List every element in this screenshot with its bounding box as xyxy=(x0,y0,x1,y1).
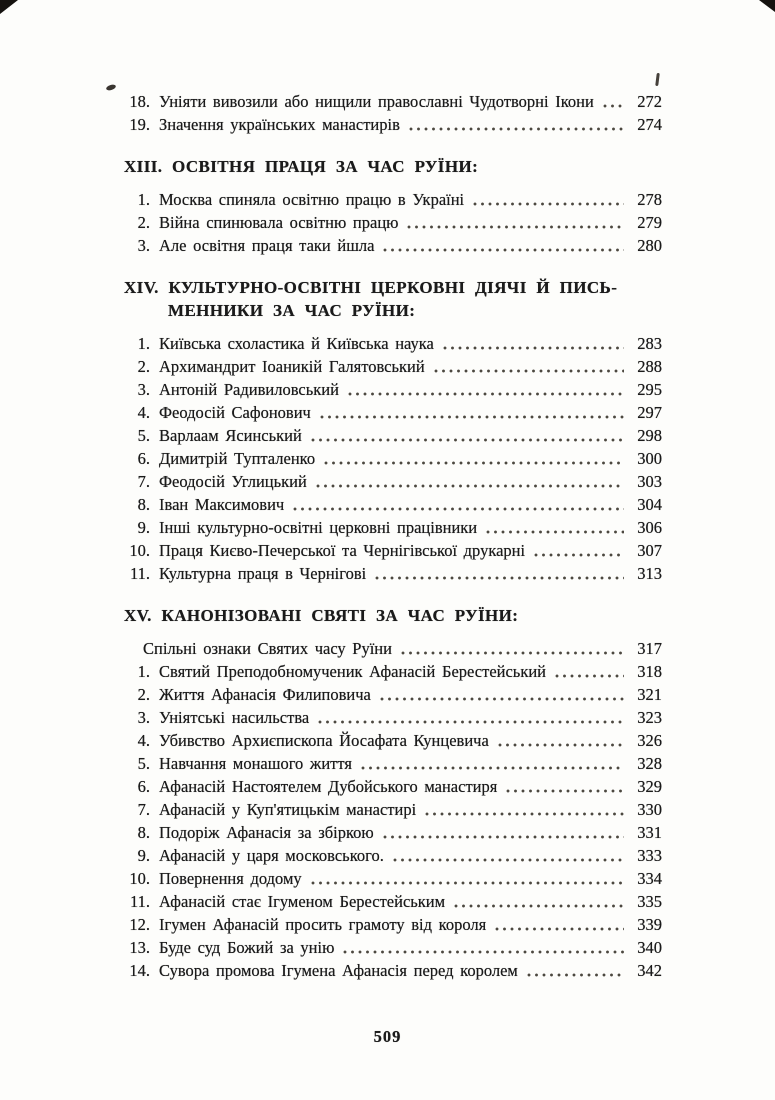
section-heading-line: МЕННИКИ ЗА ЧАС РУЇНИ: xyxy=(168,301,416,320)
scan-artifact-speck-right xyxy=(655,73,660,86)
item-title: Буде суд Божий за унію xyxy=(159,938,335,957)
dot-leader xyxy=(425,811,624,817)
item-page-number: 297 xyxy=(637,403,662,422)
footer-page-number: 509 xyxy=(373,1027,402,1046)
item-page-number: 329 xyxy=(637,777,662,796)
dot-leader xyxy=(320,414,624,420)
item-page-number: 300 xyxy=(637,449,662,468)
toc-item xyxy=(116,959,662,982)
item-title: Варлаам Ясинський xyxy=(159,426,302,445)
item-page-number: 318 xyxy=(637,662,662,681)
dot-leader xyxy=(311,437,624,443)
dot-leader xyxy=(454,903,624,909)
item-page-number: 288 xyxy=(637,357,662,376)
item-number: 18. xyxy=(129,92,150,111)
item-page-number: 331 xyxy=(637,823,662,842)
item-number: 13. xyxy=(129,938,150,957)
item-title: Культурна праця в Чернігові xyxy=(159,564,367,583)
section-heading xyxy=(124,604,662,627)
toc-item xyxy=(116,936,662,959)
toc-item xyxy=(116,683,662,706)
item-page-number: 328 xyxy=(637,754,662,773)
item-page-number: 278 xyxy=(637,190,662,209)
item-title: Афанасій у царя московського. xyxy=(159,846,384,865)
toc-item xyxy=(116,470,662,493)
item-page-number: 334 xyxy=(637,869,662,888)
item-number: 19. xyxy=(129,115,150,134)
item-number: 10. xyxy=(129,869,150,888)
item-title: Праця Києво-Печерської та Чернігівської друкарні xyxy=(159,541,526,560)
dot-leader xyxy=(383,247,624,253)
scan-artifact-corner-right xyxy=(759,0,775,12)
item-page-number: 323 xyxy=(637,708,662,727)
item-number: 6. xyxy=(137,777,150,796)
item-number: 14. xyxy=(129,961,150,980)
toc-item xyxy=(116,890,662,913)
item-title: Іван Максимович xyxy=(159,495,285,514)
dot-leader xyxy=(375,575,624,581)
dot-leader xyxy=(486,529,624,535)
item-title: Феодосій Сафонович xyxy=(159,403,311,422)
toc-item xyxy=(116,424,662,447)
item-number: 12. xyxy=(129,915,150,934)
toc-section xyxy=(116,90,662,136)
item-number: 2. xyxy=(137,213,150,232)
item-number: 3. xyxy=(137,380,150,399)
dot-leader xyxy=(383,834,624,840)
toc-item xyxy=(116,867,662,890)
dot-leader xyxy=(316,483,624,489)
toc-item xyxy=(116,355,662,378)
section-heading xyxy=(124,276,662,322)
item-number: 2. xyxy=(137,357,150,376)
section-heading-line: XIII. ОСВІТНЯ ПРАЦЯ ЗА ЧАС РУЇНИ: xyxy=(124,157,479,176)
toc-item xyxy=(116,844,662,867)
item-title: Афанасій у Куп'ятицькім манастирі xyxy=(159,800,417,819)
toc-item xyxy=(116,637,662,660)
dot-leader xyxy=(401,650,624,656)
toc-item xyxy=(116,821,662,844)
item-title: Життя Афанасія Филиповича xyxy=(159,685,371,704)
item-title: Архимандрит Іоаникій Галятовський xyxy=(159,357,425,376)
item-title: Уніятські насильства xyxy=(159,708,310,727)
toc-item xyxy=(116,188,662,211)
item-number: 1. xyxy=(137,334,150,353)
item-title: Значення українських манастирів xyxy=(159,115,400,134)
dot-leader xyxy=(409,126,624,132)
item-page-number: 307 xyxy=(637,541,662,560)
item-title: Уніяти вивозили або нищили православні Чудотворні Ікони xyxy=(159,92,594,111)
dot-leader xyxy=(498,742,624,748)
item-page-number: 295 xyxy=(637,380,662,399)
item-page-number: 321 xyxy=(637,685,662,704)
toc-item xyxy=(116,913,662,936)
item-page-number: 335 xyxy=(637,892,662,911)
toc-item xyxy=(116,752,662,775)
item-title: Димитрій Тупталенко xyxy=(159,449,316,468)
item-number: 6. xyxy=(137,449,150,468)
item-number: 4. xyxy=(137,731,150,750)
item-title: Навчання монашого життя xyxy=(159,754,352,773)
dot-leader xyxy=(393,857,624,863)
toc-item xyxy=(116,234,662,257)
item-page-number: 283 xyxy=(637,334,662,353)
item-page-number: 298 xyxy=(637,426,662,445)
item-page-number: 279 xyxy=(637,213,662,232)
item-title: Афанасій стає Ігуменом Берестейським xyxy=(159,892,446,911)
dot-leader xyxy=(407,224,624,230)
dot-leader xyxy=(361,765,624,771)
item-page-number: 339 xyxy=(637,915,662,934)
dot-leader xyxy=(434,368,624,374)
dot-leader xyxy=(527,972,624,978)
item-title: Повернення додому xyxy=(159,869,302,888)
item-page-number: 330 xyxy=(637,800,662,819)
toc-section xyxy=(116,155,662,257)
dot-leader xyxy=(324,460,624,466)
dot-leader xyxy=(506,788,624,794)
item-page-number: 340 xyxy=(637,938,662,957)
item-page-number: 272 xyxy=(637,92,662,111)
toc-item xyxy=(116,90,662,113)
toc-item xyxy=(116,493,662,516)
item-page-number: 313 xyxy=(637,564,662,583)
toc-item xyxy=(116,447,662,470)
item-title: Київська схоластика й Київська наука xyxy=(159,334,434,353)
dot-leader xyxy=(495,926,624,932)
item-title: Війна спинювала освітню працю xyxy=(159,213,399,232)
item-title: Сувора промова Ігумена Афанасія перед королем xyxy=(159,961,518,980)
toc-item xyxy=(116,798,662,821)
toc-item xyxy=(116,775,662,798)
item-number: 11. xyxy=(129,564,150,583)
dot-leader xyxy=(555,673,624,679)
item-title: Москва спиняла освітню працю в Україні xyxy=(159,190,465,209)
item-page-number: 304 xyxy=(637,495,662,514)
item-page-number: 306 xyxy=(637,518,662,537)
item-number: 11. xyxy=(129,892,150,911)
dot-leader xyxy=(348,391,624,397)
dot-leader xyxy=(343,949,624,955)
dot-leader xyxy=(380,696,624,702)
toc-item xyxy=(116,660,662,683)
toc-item xyxy=(116,332,662,355)
item-title: Але освітня праця таки йшла xyxy=(159,236,375,255)
item-number: 4. xyxy=(137,403,150,422)
item-title: Подоріж Афанасія за збіркою xyxy=(159,823,374,842)
item-title: Ігумен Афанасій просить грамоту від короля xyxy=(159,915,487,934)
toc-section xyxy=(116,604,662,982)
toc-item xyxy=(116,706,662,729)
item-page-number: 333 xyxy=(637,846,662,865)
item-title: Феодосій Углицький xyxy=(159,472,307,491)
item-number: 9. xyxy=(137,518,150,537)
item-title: Інші культурно-освітні церковні працівники xyxy=(159,518,478,537)
dot-leader xyxy=(311,880,624,886)
toc-item xyxy=(116,401,662,424)
item-number: 1. xyxy=(137,662,150,681)
item-page-number: 342 xyxy=(637,961,662,980)
dot-leader xyxy=(318,719,624,725)
item-title: Убивство Архиєпископа Йосафата Кунцевича xyxy=(159,731,489,750)
item-number: 9. xyxy=(137,846,150,865)
section-heading xyxy=(124,155,662,178)
toc-item xyxy=(116,113,662,136)
item-page-number: 326 xyxy=(637,731,662,750)
toc-item xyxy=(116,729,662,752)
item-number: 3. xyxy=(137,236,150,255)
item-title: Антоній Радивиловський xyxy=(159,380,339,399)
dot-leader xyxy=(473,201,624,207)
item-page-number: 274 xyxy=(637,115,662,134)
toc-item xyxy=(116,516,662,539)
toc-section xyxy=(116,276,662,585)
item-number: 2. xyxy=(137,685,150,704)
item-number: 8. xyxy=(137,823,150,842)
item-number: 5. xyxy=(137,426,150,445)
item-page-number: 303 xyxy=(637,472,662,491)
item-number: 3. xyxy=(137,708,150,727)
item-page-number: 280 xyxy=(637,236,662,255)
scan-artifact-speck-left xyxy=(105,84,116,92)
scan-artifact-corner-left xyxy=(0,0,18,14)
toc-item xyxy=(116,211,662,234)
item-title: Спільні ознаки Святих часу Руїни xyxy=(143,639,392,658)
toc-item xyxy=(116,378,662,401)
item-number: 5. xyxy=(137,754,150,773)
item-number: 7. xyxy=(137,472,150,491)
dot-leader xyxy=(293,506,624,512)
toc-item xyxy=(116,539,662,562)
dot-leader xyxy=(603,103,624,109)
item-number: 8. xyxy=(137,495,150,514)
toc xyxy=(116,90,662,982)
item-title: Святий Преподобномученик Афанасій Берестейський xyxy=(159,662,546,681)
item-number: 1. xyxy=(137,190,150,209)
item-page-number: 317 xyxy=(637,639,662,658)
item-title: Афанасій Настоятелем Дубойського манастиря xyxy=(159,777,498,796)
item-number: 7. xyxy=(137,800,150,819)
item-number: 10. xyxy=(129,541,150,560)
section-heading-line: XV. КАНОНІЗОВАНІ СВЯТІ ЗА ЧАС РУЇНИ: xyxy=(124,606,519,625)
dot-leader xyxy=(443,345,624,351)
toc-item xyxy=(116,562,662,585)
section-heading-line: XIV. КУЛЬТУРНО-ОСВІТНІ ЦЕРКОВНІ ДІЯЧІ Й ПИСЬ- xyxy=(124,278,618,297)
dot-leader xyxy=(534,552,624,558)
